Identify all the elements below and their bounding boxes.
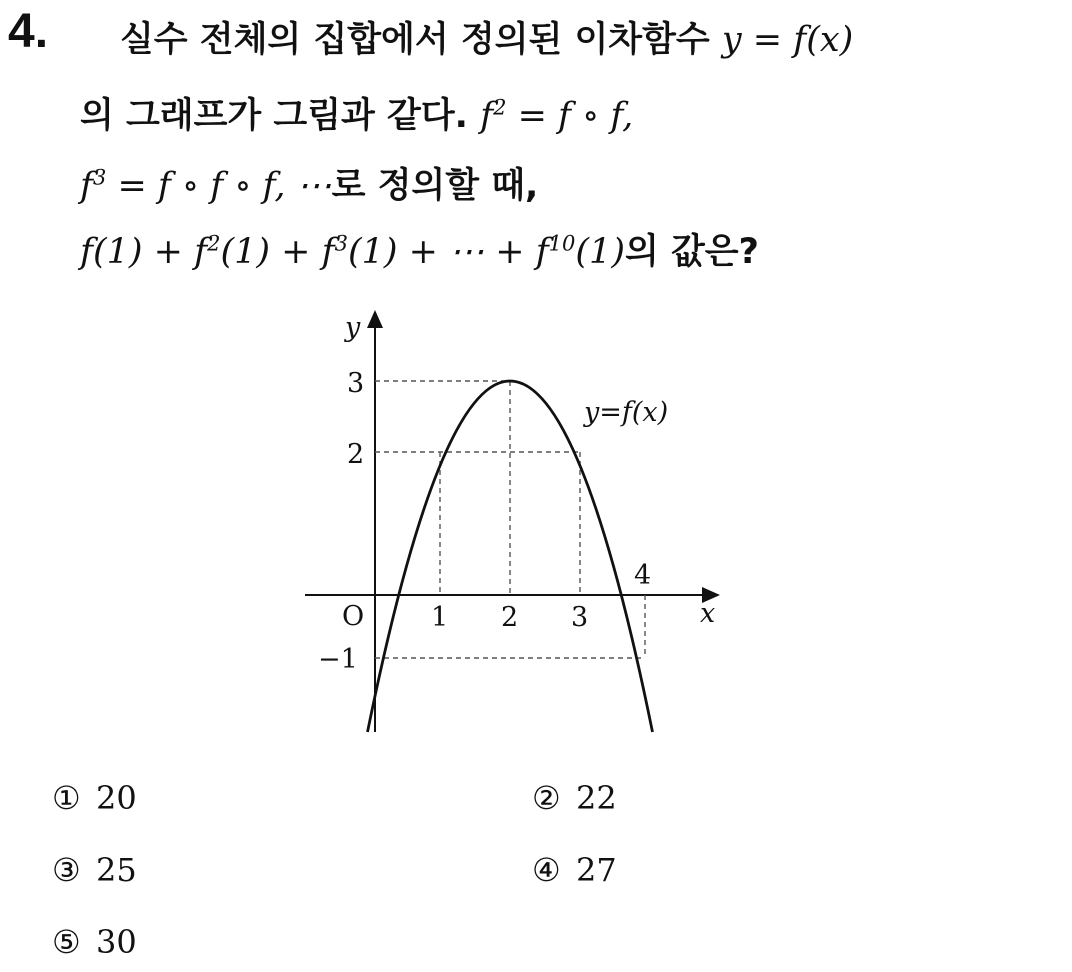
choice-marker: ① bbox=[52, 779, 81, 817]
composition-f2: $f^2 = f$ ∘ f, bbox=[480, 95, 634, 136]
question-text-1: 실수 전체의 집합에서 정의된 이차함수 bbox=[120, 20, 722, 60]
choice-marker: ⑤ bbox=[52, 923, 81, 961]
y-tick-label: 3 bbox=[347, 368, 365, 399]
y-tick-label: 2 bbox=[347, 439, 365, 470]
question-number: 4. bbox=[8, 5, 49, 58]
composition-f3: $f^3 = f$ ∘ f ∘ f, ⋯ bbox=[80, 165, 332, 206]
question-text-3: 로 정의할 때, bbox=[331, 166, 539, 206]
question-text-4: 의 값은? bbox=[624, 232, 759, 272]
question-line-4 bbox=[80, 226, 759, 278]
x-tick-label: 2 bbox=[501, 602, 519, 633]
x-tick-label: 1 bbox=[431, 602, 449, 633]
choice-marker: ③ bbox=[52, 851, 81, 889]
origin-label: O bbox=[342, 601, 365, 632]
curve-label: y=f(x) bbox=[584, 397, 669, 428]
x-root-label: 4 bbox=[634, 560, 652, 591]
choice-marker: ④ bbox=[532, 851, 561, 889]
x-axis-label: x bbox=[700, 598, 716, 629]
choice-4[interactable] bbox=[532, 850, 617, 890]
choice-3[interactable] bbox=[52, 850, 137, 890]
function-expression: y = f(x) bbox=[721, 20, 854, 60]
y-tick-label: −1 bbox=[318, 644, 358, 675]
y-axis-label: y bbox=[345, 312, 361, 343]
choice-1[interactable] bbox=[52, 778, 137, 818]
choice-value: 20 bbox=[96, 779, 137, 817]
x-tick-label: 3 bbox=[571, 602, 589, 633]
choice-value: 30 bbox=[96, 923, 137, 961]
choice-2[interactable] bbox=[532, 778, 617, 818]
choice-5[interactable] bbox=[52, 922, 137, 962]
function-graph bbox=[290, 300, 730, 740]
question-line-2 bbox=[80, 90, 633, 142]
question-text-2: 의 그래프가 그림과 같다. bbox=[80, 96, 481, 136]
question-line-1 bbox=[120, 14, 853, 66]
choice-marker: ② bbox=[532, 779, 561, 817]
choice-value: 22 bbox=[576, 779, 617, 817]
choice-value: 25 bbox=[96, 851, 137, 889]
sum-expression: $f(1) + f^2(1) + f^3(1)$ + ⋯ + $f^{10}(1)$ bbox=[80, 231, 625, 272]
question-line-3 bbox=[80, 160, 538, 212]
choice-value: 27 bbox=[576, 851, 617, 889]
